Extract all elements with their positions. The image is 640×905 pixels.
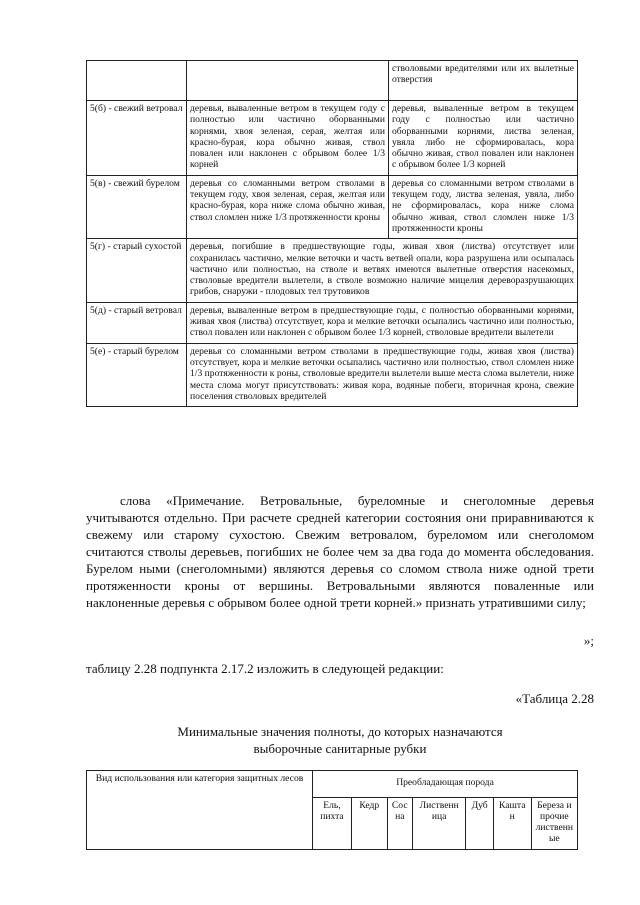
- species-header-cell: Ель, пихта: [313, 798, 352, 850]
- table-row: [87, 343, 578, 406]
- table-title: [86, 723, 594, 757]
- table-row: [87, 61, 578, 101]
- description-cell: деревья со сломанными ветром стволами в предшествующие годы, живая хвоя (листва) отсутствует, кора и мелкие веточки осыпались частично или полностью, ствол сломлен ниже 1/3 протяженности к роны, стволовые вредители вылетели выше места слома вылетели, ниже места слома могут присутствовать: живая кора, водяные побеги, вторичная крона, свежие поселения стволовых вредителей: [187, 343, 578, 406]
- category-cell: 5(г) - старый сухостой: [87, 239, 187, 302]
- repeal-paragraph: [86, 492, 594, 611]
- deciduous-description-cell: стволовыми вредителями или их вылетные отверстия: [389, 61, 578, 101]
- group-header-cell: Преобладающая порода: [313, 771, 578, 798]
- species-header-cell: Кашта н: [493, 798, 531, 850]
- category-cell: 5(д) - старый ветровал: [87, 302, 187, 343]
- row-header-cell: Вид использования или категория защитных лесов: [87, 771, 313, 850]
- category-cell: 5(б) - свежий ветровал: [87, 101, 187, 176]
- species-header-cell: Лиственн ица: [412, 798, 466, 850]
- min-density-table: [86, 770, 578, 850]
- table-row: [87, 175, 578, 238]
- description-cell: деревья, погибшие в предшествующие годы, живая хвоя (листва) отсутствует или сохранилась частично, мелкие веточки и часть ветвей опали, кора разрушена или осыпалась частично или полностью, на стволе и ветвях имеются вылетные отверстия насекомых, стволовые вредители вылетели, в стволе возможно наличие мицелия дереворазрушающих грибов, снаружи - плодовых тел трутовиков: [187, 239, 578, 302]
- species-header-cell: Сос на: [387, 798, 412, 850]
- deciduous-description-cell: деревья, вываленные ветром в текущем году с полностью или частично оборванными корнями, листва зеленая, увяла либо не сформировалась, кора обычно живая, ствол повален или наклонен с обрывом более 1/3 корней: [389, 101, 578, 176]
- table-header-row: [87, 771, 578, 798]
- table-label: «Таблица 2.28: [515, 691, 594, 706]
- table-instruction-paragraph: [86, 660, 594, 677]
- category-cell: 5(е) - старый бурелом: [87, 343, 187, 406]
- table-title-line-2: выборочные санитарные рубки: [253, 741, 427, 756]
- condition-category-table: [86, 60, 578, 407]
- category-cell: 5(в) - свежий бурелом: [87, 175, 187, 238]
- table-instruction-text: таблицу 2.28 подпункта 2.17.2 изложить в следующей редакции:: [86, 661, 444, 676]
- species-header-cell: Кедр: [351, 798, 387, 850]
- species-header-cell: Береза и прочие лиственн ые: [531, 798, 577, 850]
- table-title-line-1: Минимальные значения полноты, до которых назначаются: [177, 724, 503, 739]
- conifer-description-cell: [187, 61, 389, 101]
- table-row: [87, 302, 578, 343]
- deciduous-description-cell: деревья со сломанными ветром стволами в текущем году, листва зеленая, увяла, либо не сформировалась, кора ниже слома обычно живая, ствол сломлен ниже 1/3 протяженности кроны: [389, 175, 578, 238]
- conifer-description-cell: деревья, вываленные ветром в текущем году с полностью или частично оборванными корнями, хвоя зеленая, серая, желтая или красно-бурая, кора обычно живая, ствол повален или наклонен с обрывом более 1/3 корней: [187, 101, 389, 176]
- category-cell: [87, 61, 187, 101]
- description-cell: деревья, вываленные ветром в предшествующие годы, с полностью оборванными корнями, живая хвоя (листва) отсутствует, кора и мелкие веточки осыпались частично или полностью, ствол повален или наклонен с обрывом более 1/3 корней, стволовые вредители вылетели: [187, 302, 578, 343]
- closing-quote: »;: [583, 633, 594, 648]
- table-row: [87, 239, 578, 302]
- repeal-paragraph-text: слова «Примечание. Ветровальные, буреломные и снеголомные деревья учитываются отдельно. При расчете средней категории состояния они приравниваются к свежему или старому сухостою. Свежим ветровалом, буреломом или снеголомом считаются стволы деревьев, погибших не более чем за два года до момента обследования. Бурелом ными (снеголомными) являются деревья со сломом ствола ниже одной трети протяженности кроны от вершины. Ветровальными являются поваленные или наклоненные деревья с обрывом более одной трети корней.» признать утратившими силу;: [86, 493, 594, 610]
- table-row: [87, 101, 578, 176]
- species-header-cell: Дуб: [466, 798, 493, 850]
- conifer-description-cell: деревья со сломанными ветром стволами в текущем году, хвоя зеленая, серая, желтая или красно-бурая, кора ниже слома обычно живая, ствол сломлен ниже 1/3 протяженности кроны: [187, 175, 389, 238]
